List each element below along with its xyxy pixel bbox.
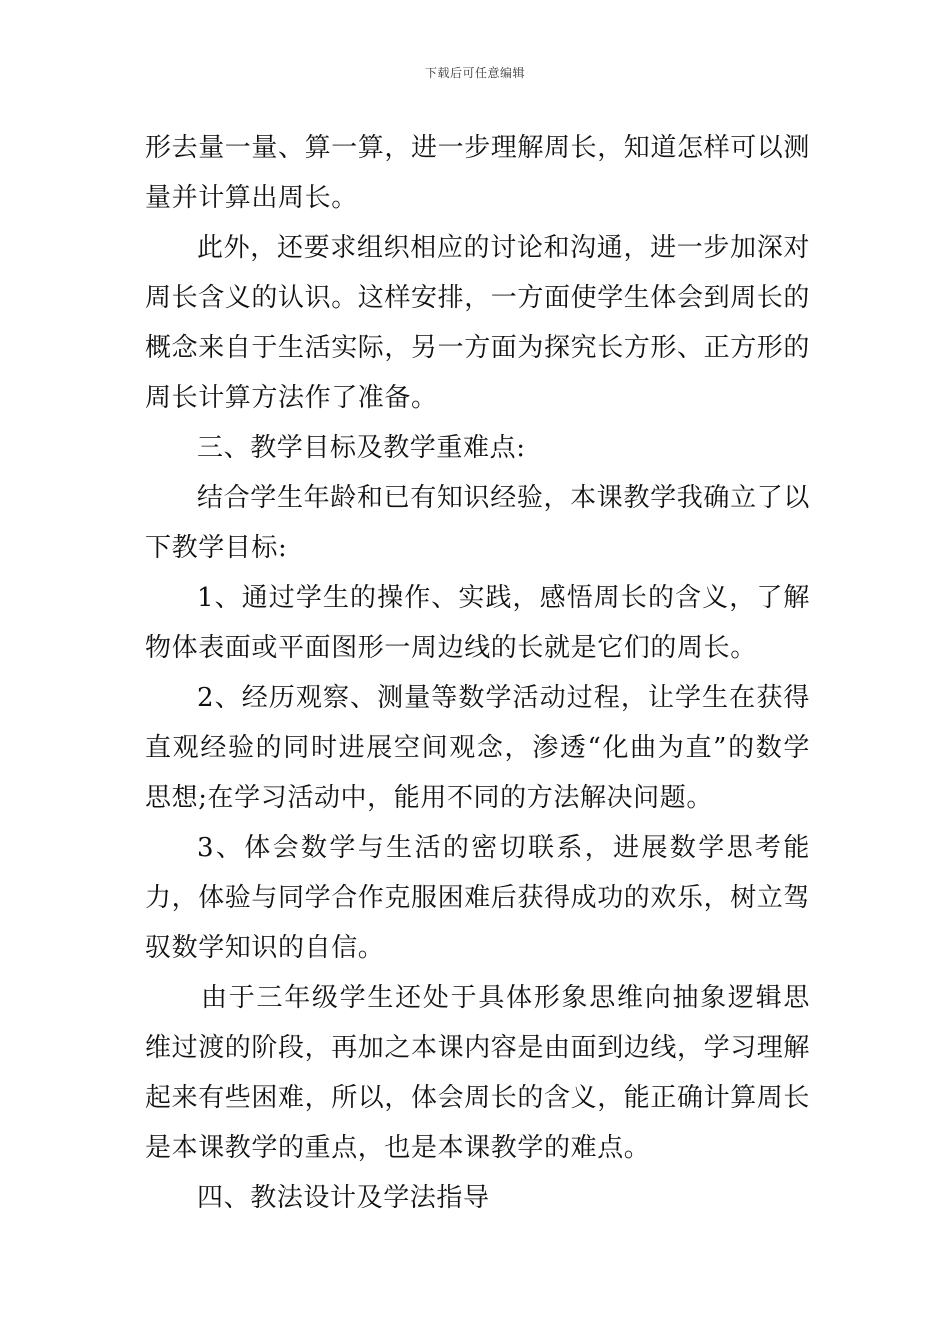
- paragraph: 结合学生年龄和已有知识经验，本课教学我确立了以下教学目标:: [145, 483, 810, 563]
- paragraph: 由于三年级学生还处于具体形象思维向抽象逻辑思维过渡的阶段，再加之本课内容是由面到边线，学习理解起来有些困难，所以，体会周长的含义，能正确计算周长是本课教学的重点，也是本课教学的难点。: [145, 983, 811, 1163]
- paragraph: 形去量一量、算一算，进一步理解周长，知道怎样可以测量并计算出周长。: [145, 133, 811, 213]
- document-body: [145, 123, 810, 1223]
- list-item: 2、经历观察、测量等数学活动过程，让学生在获得直观经验的同时进展空间观念，渗透“化曲为直”的数学思想;在学习活动中，能用不同的方法解决问题。: [145, 683, 810, 813]
- list-item: 1、通过学生的操作、实践，感悟周长的含义，了解物体表面或平面图形一周边线的长就是它们的周长。: [145, 583, 810, 663]
- list-item: 3、体会数学与生活的密切联系，进展数学思考能力，体验与同学合作克服困难后获得成功的欢乐，树立驾驭数学知识的自信。: [145, 833, 811, 963]
- section-heading: 四、教法设计及学法指导: [197, 1183, 490, 1213]
- paragraph: 此外，还要求组织相应的讨论和沟通，进一步加深对周长含义的认识。这样安排，一方面使学生体会到周长的概念来自于生活实际，另一方面为探究长方形、正方形的周长计算方法作了准备。: [145, 233, 811, 413]
- page-header: 下载后可任意编辑: [424, 66, 525, 80]
- section-heading: 三、教学目标及教学重难点:: [197, 433, 526, 463]
